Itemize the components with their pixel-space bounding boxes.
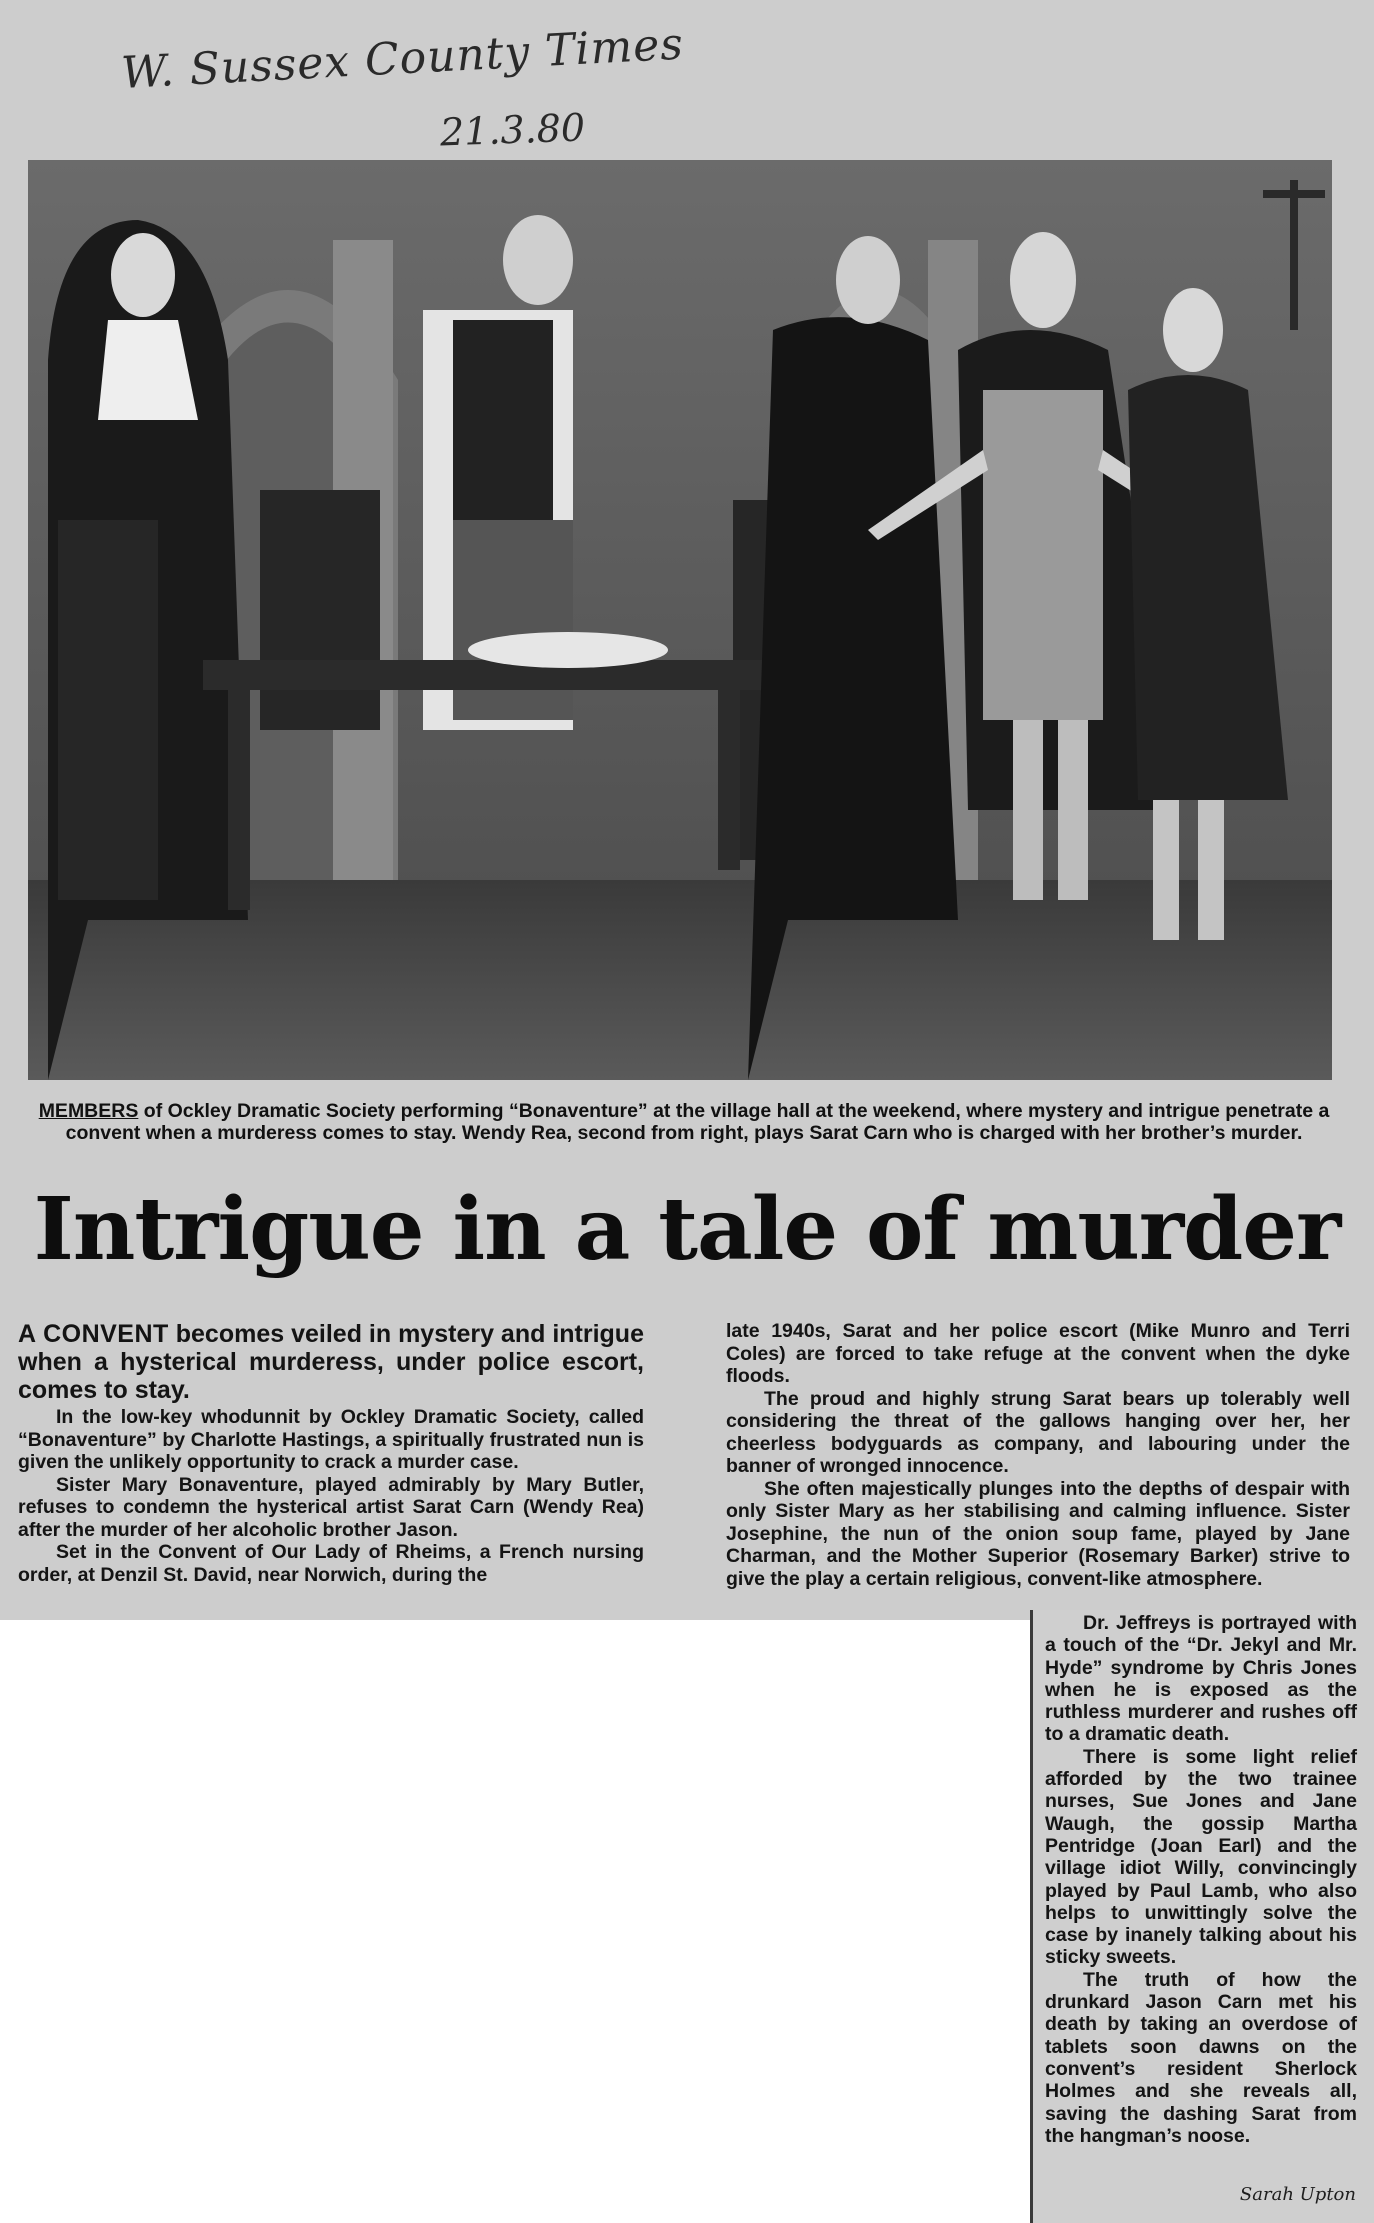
headline: Intrigue in a tale of murder — [33, 1179, 1341, 1280]
article-paragraph: The truth of how the drunkard Jason Carn met his death by taking an overdose of tablets soon dawns on the convent’s resident Sherlock Holmes and she reveals all, saving the dashing Sarat from the hangman’s noose. — [1045, 1968, 1357, 2147]
stage-photograph — [28, 160, 1332, 1080]
article-column-right — [1045, 1612, 1357, 2147]
stage-photo-illustration — [28, 160, 1332, 1080]
article-column-middle — [726, 1320, 1350, 1590]
photo-caption — [24, 1100, 1344, 1144]
intro-caps: A CONVENT — [18, 1320, 169, 1348]
handwritten-source-note: W. Sussex County Times — [120, 18, 686, 99]
caption-lead: MEMBERS — [38, 1100, 139, 1122]
byline: Sarah Upton — [1239, 2184, 1356, 2205]
article-paragraph: There is some light relief afforded by the two trainee nurses, Sue Jones and Jane Waugh, the gossip Martha Pentridge (Joan Earl) and the village idiot Willy, convincingly played by Paul Lamb, who also helps to unwittingly solve the case by inanely talking about his sticky sweets. — [1045, 1745, 1357, 1969]
article-paragraph: In the low-key whodunnit by Ockley Dramatic Society, called “Bonaventure” by Charlotte Hastings, a spiritually frustrated nun is given the unlikely opportunity to crack a murder case. — [18, 1406, 644, 1473]
handwritten-date: 21.3.80 — [439, 105, 586, 155]
article-paragraph: She often majestically plunges into the depths of despair with only Sister Mary as her stabilising and calming influence. Sister Josephine, the nun of the onion soup fame, played by Jane Charman, and the Mother Superior (Rosemary Barker) strive to give the play a certain religious, convent-like atmosphere. — [726, 1477, 1350, 1590]
caption-text: of Ockley Dramatic Society performing “Bonaventure” at the village hall at the weekend, where mystery and intrigue penetrate a convent when a murderess comes to stay. Wendy Rea, second from right, plays Sarat Carn who is charged with her brother’s murder. — [65, 1100, 1330, 1144]
article-paragraph: Dr. Jeffreys is portrayed with a touch of the “Dr. Jekyl and Mr. Hyde” syndrome by Chris Jones when he is exposed as the ruthless murderer and rushes off to a dramatic death. — [1045, 1612, 1357, 1746]
article-column-left — [18, 1320, 644, 1586]
article-paragraph: The proud and highly strung Sarat bears up tolerably well considering the threat of the gallows hanging over her, her cheerless bodyguards as company, and labouring under the banner of wronged innocence. — [726, 1387, 1350, 1477]
article-paragraph: Set in the Convent of Our Lady of Rheims, a French nursing order, at Denzil St. David, near Norwich, during the — [18, 1541, 644, 1586]
article-paragraph: Sister Mary Bonaventure, played admirably by Mary Butler, refuses to condemn the hysterical artist Sarat Carn (Wendy Rea) after the murder of her alcoholic brother Jason. — [18, 1473, 644, 1541]
intro-rest: becomes veiled in mystery and intrigue when a hysterical murderess, under police escort, comes to stay. — [18, 1320, 644, 1404]
article-paragraph: late 1940s, Sarat and her police escort (Mike Munro and Terri Coles) are forced to take refuge at the convent when the dyke floods. — [726, 1320, 1350, 1387]
article-intro — [18, 1320, 644, 1404]
